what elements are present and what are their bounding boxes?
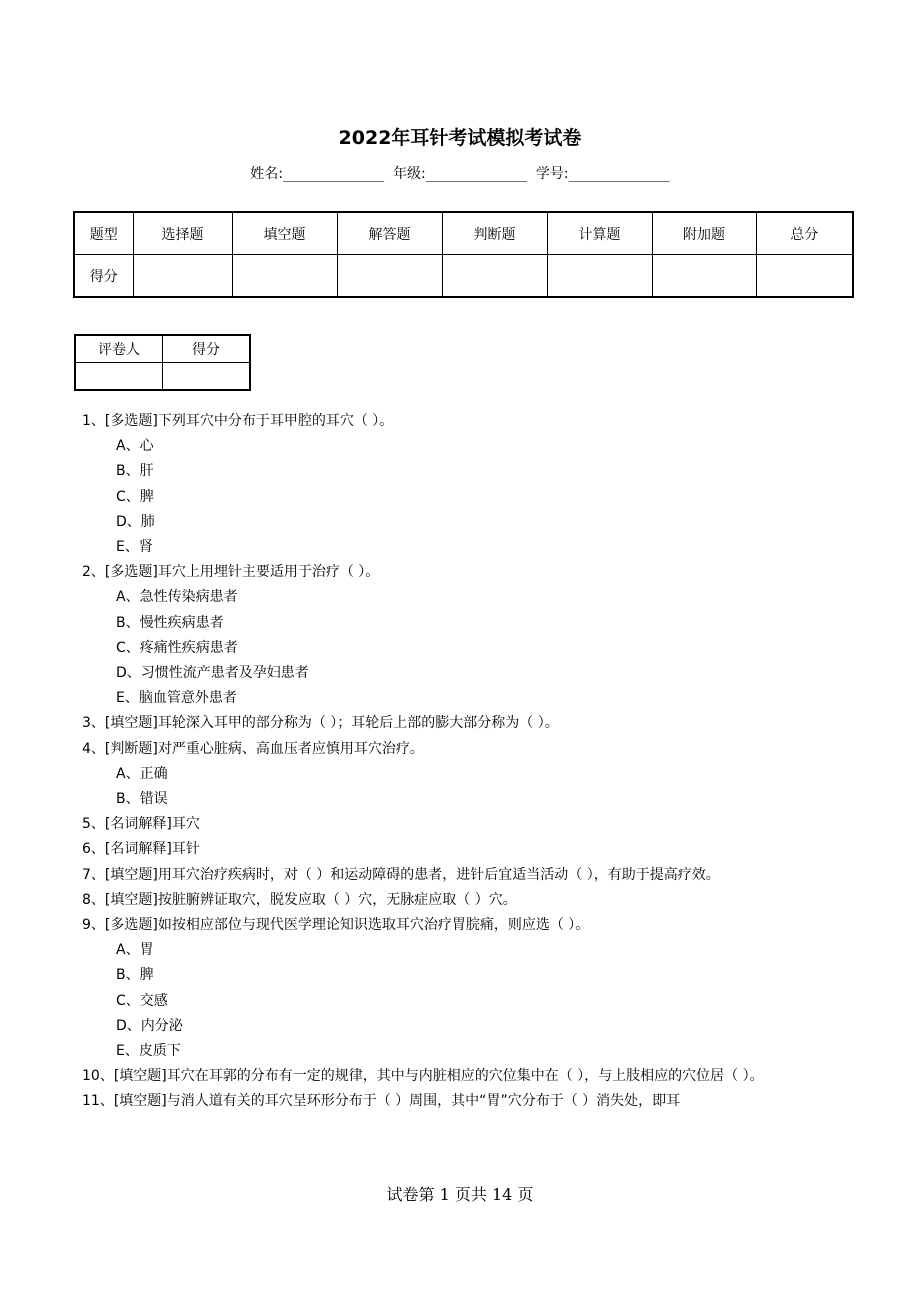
- question-3: 3、[填空题]耳轮深入耳甲的部分称为（ ）；耳轮后上部的膨大部分称为（ ）。: [82, 715, 559, 732]
- score-table: [73, 211, 854, 298]
- question-list: [82, 409, 842, 1115]
- score-table-score-row: [74, 255, 853, 298]
- question-6: 6、[名词解释]耳针: [82, 841, 200, 858]
- id-label: 学号:: [535, 166, 569, 182]
- score-header-cell: 填空题: [232, 212, 337, 255]
- name-label: 姓名:: [250, 166, 283, 182]
- question-option: A、胃: [116, 942, 154, 959]
- grader-cell: [75, 363, 163, 391]
- score-table-header-row: [74, 212, 853, 255]
- grader-header-row: [75, 335, 250, 363]
- score-cell: [337, 255, 442, 298]
- page-footer: 试卷第 1 页共 14 页: [386, 1185, 534, 1204]
- question-option: B、慢性疾病患者: [116, 614, 224, 631]
- question-9: 9、[多选题]如按相应部位与现代医学理论知识选取耳穴治疗胃脘痛，则应选（ ）。: [82, 917, 590, 934]
- question-option: D、习惯性流产患者及孕妇患者: [116, 665, 309, 682]
- student-info: [0, 163, 920, 185]
- grader-table: [74, 334, 251, 391]
- question-option: B、错误: [116, 791, 168, 808]
- question-1: 1、[多选题]下列耳穴中分布于耳甲腔的耳穴（ ）。: [82, 413, 394, 429]
- id-blank: ____________: [568, 166, 670, 182]
- question-option: E、皮质下: [116, 1043, 181, 1060]
- question-8: 8、[填空题]按脏腑辨证取穴，脱发应取（ ）穴，无脉症应取（ ）穴。: [82, 891, 517, 908]
- grader-header-cell: 评卷人: [75, 335, 163, 363]
- score-header-cell: 判断题: [442, 212, 547, 255]
- score-cell: [133, 255, 232, 298]
- grade-label: 年级:: [393, 166, 426, 182]
- grader-header-cell: 得分: [163, 335, 251, 363]
- grade-blank: ____________: [425, 166, 527, 182]
- question-7: 7、[填空题]用耳穴治疗疾病时，对（ ）和运动障碍的患者，进针后宜适当活动（ ），有助于提高疗效。: [82, 866, 720, 883]
- question-option: A、心: [116, 438, 154, 455]
- score-cell: [547, 255, 652, 298]
- score-cell: [652, 255, 756, 298]
- score-header-cell: 选择题: [133, 212, 232, 255]
- name-blank: ____________: [283, 166, 385, 182]
- question-option: A、急性传染病患者: [116, 589, 238, 606]
- score-header-cell: 解答题: [337, 212, 442, 255]
- score-header-cell: 题型: [74, 212, 133, 255]
- score-cell: [232, 255, 337, 298]
- question-option: C、疼痛性疾病患者: [116, 639, 238, 656]
- score-header-cell: 总分: [756, 212, 853, 255]
- question-option: D、肺: [116, 513, 155, 530]
- question-option: A、正确: [116, 765, 168, 782]
- question-option: C、脾: [116, 488, 154, 505]
- score-cell: [442, 255, 547, 298]
- score-cell: [756, 255, 853, 298]
- score-header-cell: 计算题: [547, 212, 652, 255]
- exam-title: 2022年耳针考试模拟考试卷: [338, 127, 582, 149]
- question-5: 5、[名词解释]耳穴: [82, 816, 200, 833]
- grader-blank-row: [75, 363, 250, 391]
- score-header-cell: 附加题: [652, 212, 756, 255]
- question-4: 4、[判断题]对严重心脏病、高血压者应慎用耳穴治疗。: [82, 740, 424, 757]
- question-option: E、脑血管意外患者: [116, 690, 237, 707]
- question-option: C、交感: [116, 992, 168, 1009]
- grader-cell: [163, 363, 251, 391]
- score-row-label: 得分: [74, 255, 133, 298]
- question-option: B、脾: [116, 967, 154, 984]
- question-option: D、内分泌: [116, 1017, 183, 1034]
- question-11: 11、[填空题]与消人道有关的耳穴呈环形分布于（ ）周围，其中“胃”穴分布于（ ）消失处，即耳: [82, 1093, 681, 1110]
- question-option: B、肝: [116, 463, 154, 480]
- question-2: 2、[多选题]耳穴上用埋针主要适用于治疗（ ）。: [82, 564, 380, 581]
- question-option: E、肾: [116, 539, 153, 556]
- question-10: 10、[填空题]耳穴在耳郭的分布有一定的规律，其中与内脏相应的穴位集中在（ ），与上肢相应的穴位居（ ）。: [82, 1068, 764, 1085]
